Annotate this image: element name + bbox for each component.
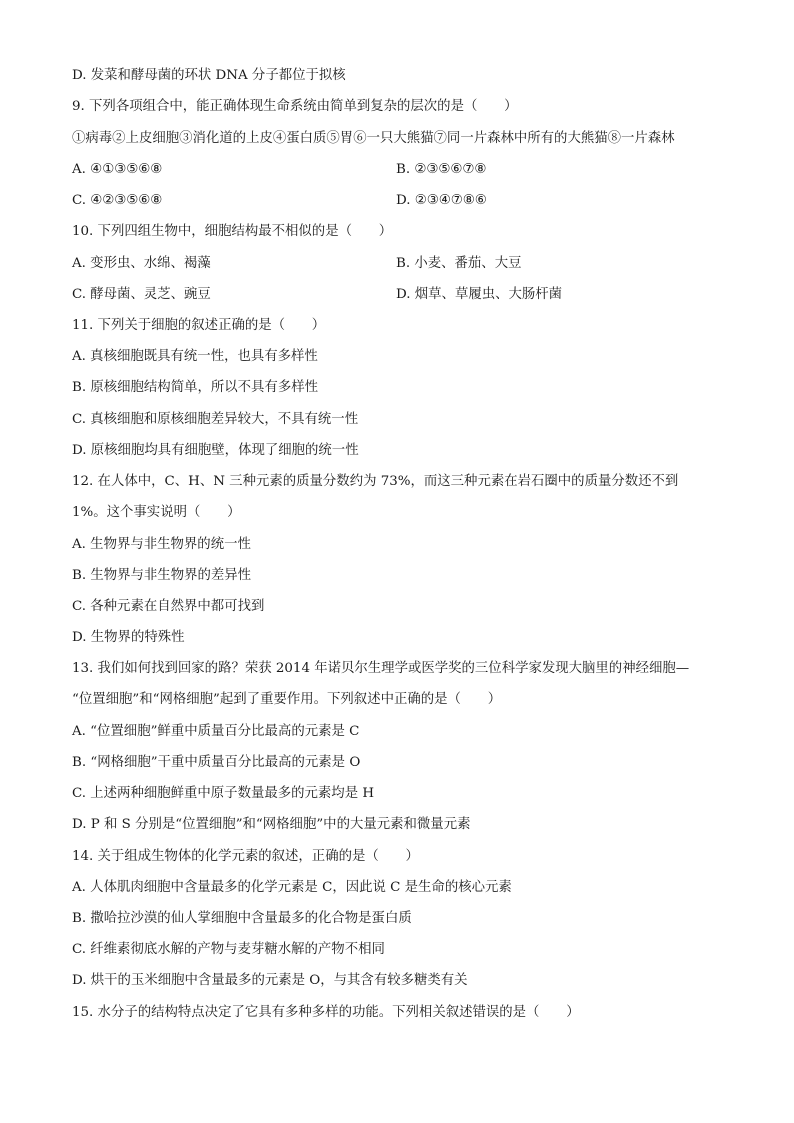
q12-option-c: C. 各种元素在自然界中都可找到 (72, 599, 265, 614)
q9-option-b: B. ②③⑤⑥⑦⑧ (396, 162, 487, 177)
q12-option-a: A. 生物界与非生物界的统一性 (72, 537, 251, 552)
q14-stem: 14. 关于组成生物体的化学元素的叙述，正确的是（ ） (72, 849, 419, 864)
q10-option-d: D. 烟草、草履虫、大肠杆菌 (396, 287, 563, 302)
q11-option-c: C. 真核细胞和原核细胞差异较大，不具有统一性 (72, 412, 359, 427)
q14-option-c: C. 纤维素彻底水解的产物与麦芽糖水解的产物不相同 (72, 942, 385, 957)
q9-option-c: C. ④②③⑤⑥⑧ (72, 193, 163, 208)
q13-option-d: D. P 和 S 分别是“位置细胞”和“网格细胞”中的大量元素和微量元素 (72, 817, 471, 832)
q9-stem: 9. 下列各项组合中，能正确体现生命系统由简单到复杂的层次的是（ ） (72, 99, 518, 114)
q13-stem-line1: 13. 我们如何找到回家的路？荣获 2014 年诺贝尔生理学或医学奖的三位科学家发现大脑里的神经细胞— (72, 661, 690, 676)
q11-option-b: B. 原核细胞结构简单，所以不具有多样性 (72, 380, 318, 395)
q8-option-d: D. 发菜和酵母菌的环状 DNA 分子都位于拟核 (72, 68, 346, 83)
q9-items: ①病毒②上皮细胞③消化道的上皮④蛋白质⑤胃⑥一只大熊猫⑦同一片森林中所有的大熊猫⑧一片森林 (72, 131, 675, 146)
q14-option-b: B. 撒哈拉沙漠的仙人掌细胞中含量最多的化合物是蛋白质 (72, 911, 412, 926)
q12-stem-line2: 1%。这个事实说明（ ） (72, 505, 241, 520)
q10-option-c: C. 酵母菌、灵芝、豌豆 (72, 287, 211, 302)
q11-option-a: A. 真核细胞既具有统一性，也具有多样性 (72, 349, 318, 364)
q9-option-a: A. ④①③⑤⑥⑧ (72, 162, 163, 177)
q13-option-b: B. “网格细胞”干重中质量百分比最高的元素是 O (72, 755, 361, 770)
q9-option-d: D. ②③④⑦⑧⑥ (396, 193, 487, 208)
q15-stem: 15. 水分子的结构特点决定了它具有多种多样的功能。下列相关叙述错误的是（ ） (72, 1005, 580, 1020)
q14-option-d: D. 烘干的玉米细胞中含量最多的元素是 O，与其含有较多糖类有关 (72, 973, 468, 988)
q13-stem-line2: “位置细胞”和“网格细胞”起到了重要作用。下列叙述中正确的是（ ） (72, 692, 502, 707)
q12-option-b: B. 生物界与非生物界的差异性 (72, 568, 252, 583)
q10-option-a: A. 变形虫、水绵、褐藻 (72, 256, 211, 271)
q13-option-a: A. “位置细胞”鲜重中质量百分比最高的元素是 C (72, 724, 360, 739)
q13-option-c: C. 上述两种细胞鲜重中原子数量最多的元素均是 H (72, 786, 375, 801)
q10-stem: 10. 下列四组生物中，细胞结构最不相似的是（ ） (72, 224, 393, 239)
q14-option-a: A. 人体肌肉细胞中含量最多的化学元素是 C，因此说 C 是生命的核心元素 (72, 880, 512, 895)
q12-stem-line1: 12. 在人体中，C、H、N 三种元素的质量分数约为 73%，而这三种元素在岩石圈中的质量分数还不到 (72, 474, 679, 489)
q10-option-b: B. 小麦、番茄、大豆 (396, 256, 522, 271)
q11-option-d: D. 原核细胞均具有细胞壁，体现了细胞的统一性 (72, 443, 359, 458)
q11-stem: 11. 下列关于细胞的叙述正确的是（ ） (72, 318, 326, 333)
q12-option-d: D. 生物界的特殊性 (72, 630, 185, 645)
